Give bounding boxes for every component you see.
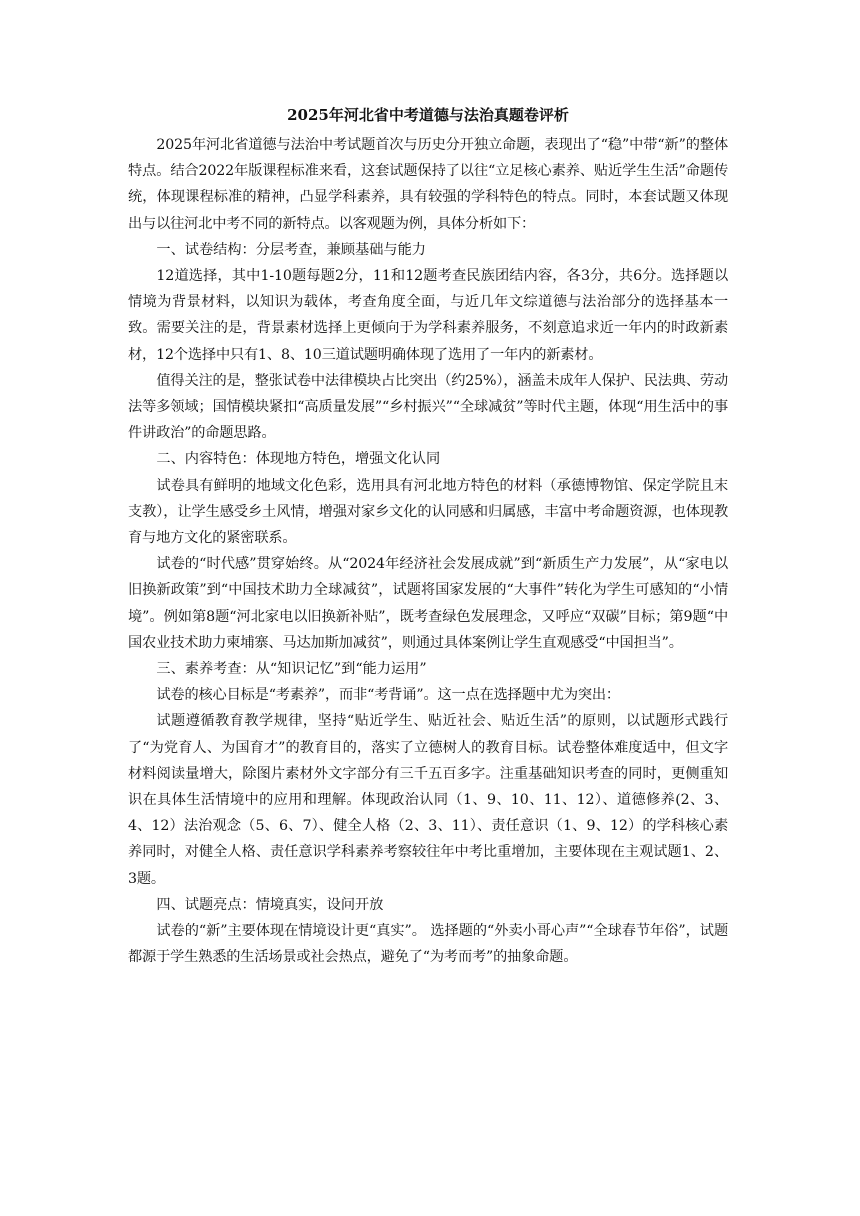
section-heading: 三、素养考查：从“知识记忆”到“能力运用” (156, 661, 427, 678)
body-paragraph: 试题遵循教育教学规律，坚持“贴近学生、贴近社会、贴近生活”的原则，以试题形式践行了“为党育人、为国育才”的教育目的，落实了立德树人的教育目标。试卷整体难度适中，但文字材料阅读量增大，除图片素材外文字部分有三千五百多字。注重基础知识考查的同时，更侧重知识在具体生活情境中的应用和理解。体现政治认同（1、9、10、11、12）、道德修养(2、3、4、12）法治观念（5、6、7）、健全人格（2、3、11）、责任意识（1、9、12）的学科核心素养同时，对健全人格、责任意识学科素养考察较往年中考比重增加，主要体现在主观试题1、2、3题。 (128, 713, 728, 887)
section-heading: 二、内容特色：体现地方特色，增强文化认同 (156, 451, 441, 468)
document-title: 2025年河北省中考道德与法治真题卷评析 (287, 106, 569, 124)
body-paragraph: 试卷的“新”主要体现在情境设计更“真实”。 选择题的“外卖小哥心声”“全球春节年俗”，试题都源于学生熟悉的生活场景或社会热点，避免了“为考而考”的抽象命题。 (128, 923, 728, 966)
section-heading: 一、试卷结构：分层考查，兼顾基础与能力 (156, 241, 426, 258)
document-body (128, 102, 728, 971)
body-paragraph: 值得关注的是，整张试卷中法律模块占比突出（约25%），涵盖未成年人保护、民法典、劳动法等多领域；国情模块紧扣“高质量发展”“乡村振兴”“全球减贫”等时代主题，体现“用生活中的事件讲政治”的命题思路。 (128, 372, 728, 442)
body-paragraph: 试卷的“时代感”贯穿始终。从“2024年经济社会发展成就”到“新质生产力发展”，从“家电以旧换新政策”到“中国技术助力全球减贫”，试题将国家发展的“大事件”转化为学生可感知的“小情境”。例如第8题“河北家电以旧换新补贴”，既考查绿色发展理念，又呼应“双碳”目标；第9题“中国农业技术助力柬埔寨、马达加斯加减贫”，则通过具体案例让学生直观感受“中国担当”。 (128, 556, 728, 651)
body-paragraph: 2025年河北省道德与法治中考试题首次与历史分开独立命题，表现出了“稳”中带“新”的整体特点。结合2022年版课程标准来看，这套试题保持了以往“立足核心素养、贴近学生生活”命题传统，体现课程标准的精神，凸显学科素养，具有较强的学科特色的特点。同时，本套试题又体现出与以往河北中考不同的新特点。以客观题为例，具体分析如下： (128, 137, 728, 232)
section-heading: 四、试题亮点：情境真实，设问开放 (156, 896, 384, 913)
body-paragraph: 试卷具有鲜明的地域文化色彩，选用具有河北地方特色的材料（承德博物馆、保定学院且末支教），让学生感受乡土风情，增强对家乡文化的认同感和归属感，丰富中考命题资源，也体现教育与地方文化的紧密联系。 (128, 477, 728, 547)
document-paragraphs (128, 132, 728, 971)
body-paragraph: 试卷的核心目标是“考素养”，而非“考背诵”。这一点在选择题中尤为突出： (156, 687, 620, 704)
body-paragraph: 12道选择，其中1-10题每题2分，11和12题考查民族团结内容，各3分，共6分。选择题以情境为背景材料，以知识为载体，考查角度全面，与近几年文综道德与法治部分的选择基本一致。需要关注的是，背景素材选择上更倾向于为学科素养服务，不刻意追求近一年内的时政新素材，12个选择中只有1、8、10三道试题明确体现了选用了一年内的新素材。 (128, 268, 728, 363)
